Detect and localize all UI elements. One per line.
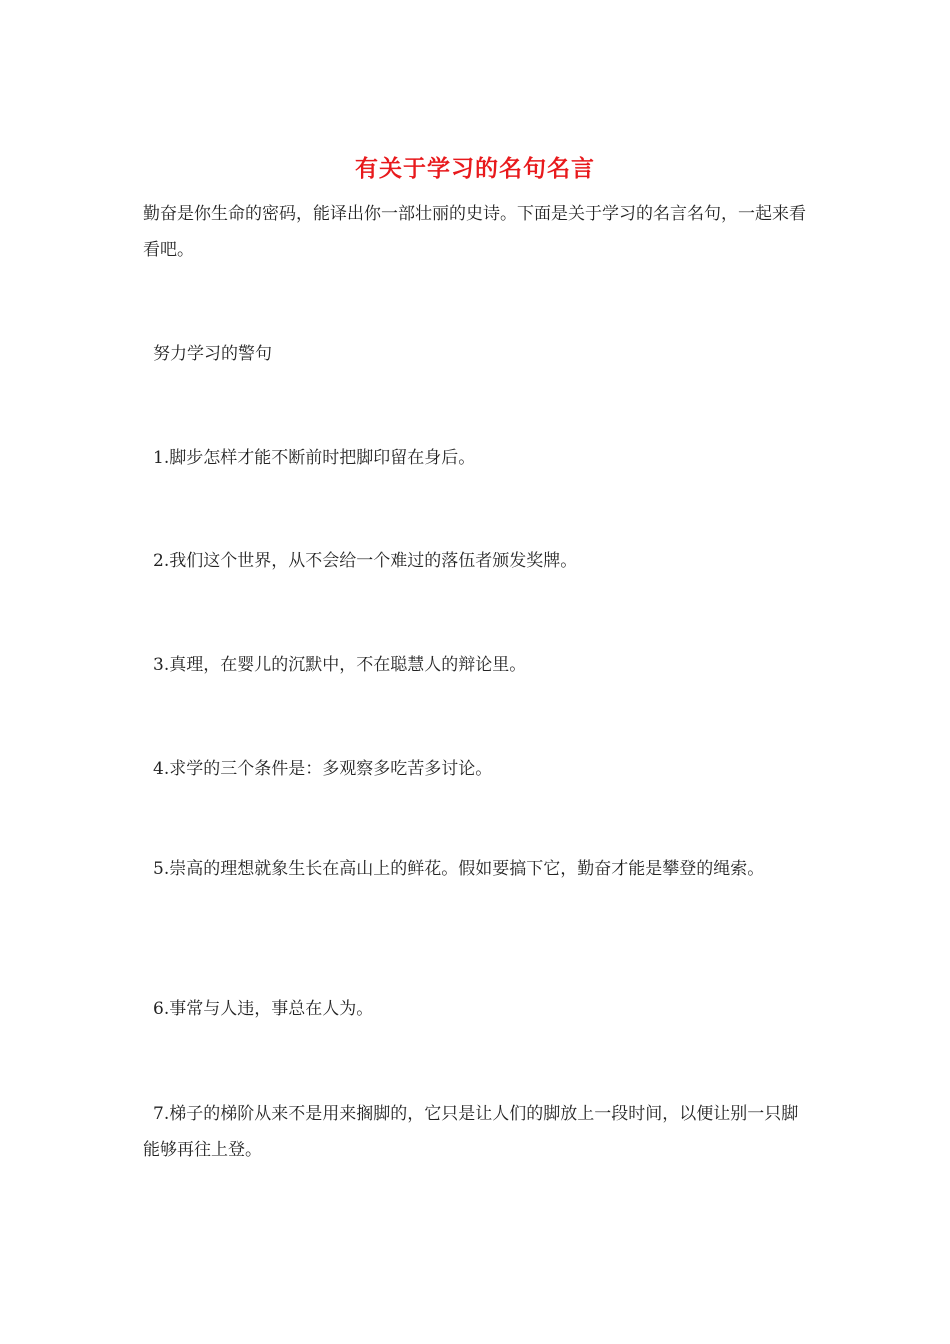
quote-text: 事常与人违，事总在人为。 (169, 999, 374, 1019)
quote-item-5 (143, 851, 811, 887)
quote-item-3 (143, 647, 811, 683)
quote-number: 3. (153, 655, 170, 675)
quote-text: 崇高的理想就象生长在高山上的鲜花。假如要搞下它，勤奋才能是攀登的绳索。 (169, 859, 765, 879)
quote-text: 梯子的梯阶从来不是用来搁脚的，它只是让人们的脚放上一段时间，以便让别一只脚能够再往上登。 (143, 1104, 799, 1160)
quote-text: 脚步怎样才能不断前时把脚印留在身后。 (169, 448, 476, 468)
quote-text: 求学的三个条件是：多观察多吃苦多讨论。 (169, 759, 493, 779)
quote-number: 5. (153, 859, 170, 879)
quote-item-4 (143, 751, 811, 787)
quote-number: 2. (153, 551, 170, 571)
quote-number: 4. (153, 759, 170, 779)
quote-item-6 (143, 991, 811, 1027)
quote-number: 7. (153, 1104, 170, 1124)
document-title: 有关于学习的名句名言 (355, 155, 595, 182)
quote-number: 1. (153, 448, 170, 468)
quote-item-7 (143, 1096, 811, 1168)
section-heading: 努力学习的警句 (153, 344, 272, 364)
intro-paragraph: 勤奋是你生命的密码，能译出你一部壮丽的史诗。下面是关于学习的名言名句，一起来看看吧。 (143, 204, 806, 260)
quote-text: 真理，在婴儿的沉默中，不在聪慧人的辩论里。 (169, 655, 527, 675)
quote-item-2 (143, 543, 811, 579)
quote-number: 6. (153, 999, 170, 1019)
quote-item-1 (143, 440, 811, 476)
quote-text: 我们这个世界，从不会给一个难过的落伍者颁发奖牌。 (169, 551, 578, 571)
